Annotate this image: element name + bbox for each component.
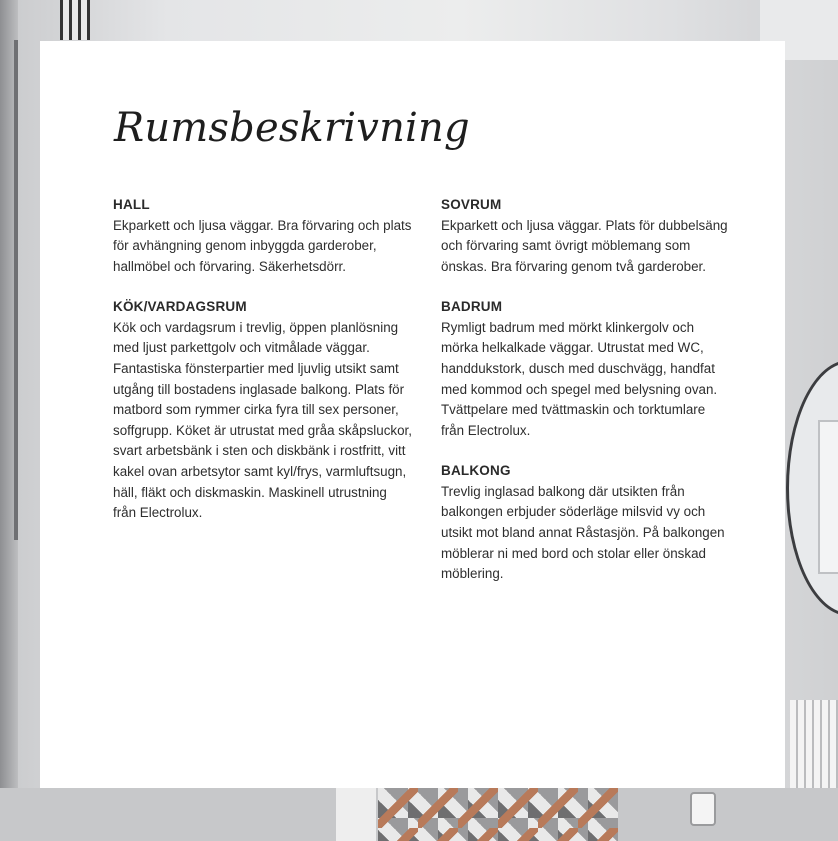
door-frame-line [14, 40, 18, 540]
section-sovrum [441, 195, 731, 277]
section-heading: BALKONG [441, 463, 511, 479]
description-panel [40, 41, 785, 788]
section-text: Ekparkett och ljusa väggar. Bra förvaring och plats för avhängning genom inbyggda garderober, hallmöbel och förvaring. Säkerhetsdörr. [113, 217, 412, 274]
section-heading: BADRUM [441, 299, 503, 315]
door-frame [336, 788, 376, 841]
section-text: Kök och vardagsrum i trevlig, öppen planlösning med ljust parkettgolv och vitmålade väggar. Fantastiska fönsterpartier med ljuvlig utsikt samt utgång till bostadens inglasade balkong. Plats för matbord som rymmer cirka fyra till sex personer, soffgrupp. Köket är utrustat med gråa skåpsluckor, svart arbetsbänk i sten och diskbänk i rostfritt, vitt kakel ovan arbetsytor samt kyl/frys, varmluftsugn, häll, fläkt och diskmaskin. Maskinell utrustning från Electrolux. [113, 319, 412, 521]
section-text: Ekparkett och ljusa väggar. Plats för dubbelsäng och förvaring samt övrigt möblemang som önskas. Bra förvaring genom två garderober. [441, 217, 728, 274]
section-balkong [441, 461, 731, 584]
wall-socket [690, 792, 716, 826]
section-hall [113, 195, 413, 277]
section-text: Trevlig inglasad balkong där utsikten från balkongen erbjuder söderläge milsvid vy och utsikt mot bland annat Råstasjön. På balkongen möblerar ni med bord och stolar eller önskad möblering. [441, 483, 725, 582]
patterned-blanket [378, 788, 618, 841]
section-heading: HALL [113, 197, 150, 212]
window-reflection [818, 420, 838, 574]
left-column [113, 195, 413, 544]
railing [60, 0, 90, 40]
section-badrum [441, 297, 731, 441]
page-title: Rumsbeskrivning [114, 105, 470, 151]
section-text: Rymligt badrum med mörkt klinkergolv och mörka helkalkade väggar. Utrustat med WC, handdukstork, dusch med duschvägg, handfat med kommod och spegel med belysning ovan. Tvättpelare med tvättmaskin och torktumlare från Electrolux. [441, 319, 718, 438]
section-heading: KÖK/VARDAGSRUM [113, 299, 247, 315]
section-heading: SOVRUM [441, 197, 502, 212]
section-kok-vardagsrum [113, 297, 413, 523]
right-column [441, 195, 731, 605]
